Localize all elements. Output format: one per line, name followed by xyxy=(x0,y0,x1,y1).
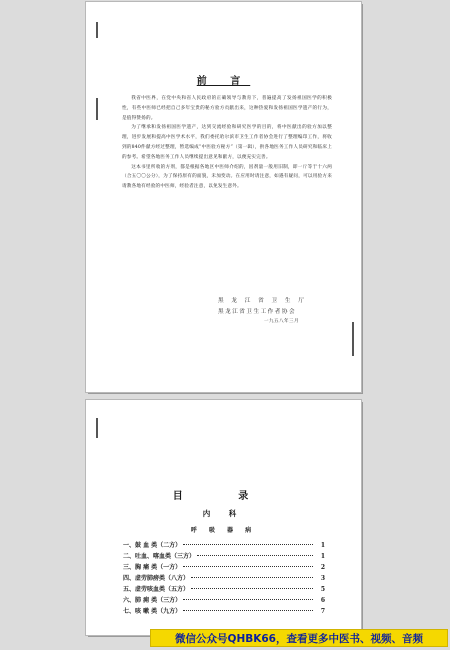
scan-mark xyxy=(96,22,98,38)
toc-entry-label: 三、胸 痛 类（一方） xyxy=(123,564,182,571)
toc-leader xyxy=(191,588,313,589)
scan-mark xyxy=(96,98,98,120)
document-page-2 xyxy=(86,400,361,635)
toc-leader xyxy=(197,555,313,556)
toc-category: 呼 吸 器 病 xyxy=(190,527,257,534)
toc-entry-page: 2 xyxy=(320,564,325,571)
toc-list xyxy=(123,540,325,617)
document-page-1 xyxy=(86,2,361,392)
preface-paragraph: 我省中医界，在党中央和省人民政府的正确领导与教育下，普遍提高了发扬祖国医学的积极性，有些中医师已经把自己多年宝贵的秘方验方贡献出来，这种热爱和发扬祖国医学遗产的行为，是值得赞扬的。 xyxy=(122,96,332,121)
toc-entry-label: 五、虚劳咳血类（五方） xyxy=(123,586,190,593)
toc-entry-page: 3 xyxy=(320,575,325,582)
toc-entry xyxy=(123,606,325,617)
toc-leader xyxy=(191,577,313,578)
toc-entry xyxy=(123,540,325,551)
toc-entry-page: 6 xyxy=(320,597,325,604)
toc-leader xyxy=(183,566,313,567)
promo-banner: 微信公众号QHBK66，查看更多中医书、视频、音频 xyxy=(150,629,448,647)
signature-org-2: 黑龙江省卫生工作者协会 xyxy=(218,309,297,315)
toc-leader xyxy=(183,610,313,611)
scan-mark xyxy=(352,322,354,356)
toc-entry xyxy=(123,584,325,595)
toc-entry xyxy=(123,573,325,584)
toc-entry-page: 5 xyxy=(320,586,325,593)
toc-entry-page: 7 xyxy=(320,608,325,615)
toc-entry-page: 1 xyxy=(320,542,325,549)
toc-entry xyxy=(123,551,325,562)
toc-section: 内 科 xyxy=(202,509,245,518)
toc-entry-page: 1 xyxy=(320,553,325,560)
toc-entry-label: 七、咳 嗽 类（九方） xyxy=(123,608,182,615)
preface-paragraph: 为了继承和发扬祖国医学遗产，达到交流经验和研究医学的目的，将中医献出的验方加以整理，进步发展和提高中医学术水平，我们委托哈尔滨市卫生工作者协会进行了整理编印工作，将收到的840件献方经过整理，暂选编成“中医验方秘方”（第一辑），供各地医务工作人员研究和临床上的参考。希望各地医务工作人员继续提出意见和献方，以便充实完善。 xyxy=(122,125,332,160)
signature-date: 一九五八年三月 xyxy=(264,319,299,324)
toc-leader xyxy=(183,544,313,545)
toc-leader xyxy=(183,599,313,600)
preface-paragraph: 这本书里所收的方剂，都是根据各地区中医师介绍的，因剂量一般用旧制，即一斤等于十六两（合五〇〇公分），为了保持原有的面貌，未加变动。在应用时请注意，如遇有疑问，可以用验方来请教各地有经验的中医师，经验者注意，以免发生意外。 xyxy=(122,164,332,190)
toc-entry xyxy=(123,595,325,606)
toc-entry-label: 六、肺 痈 类（三方） xyxy=(123,597,182,604)
preface-body xyxy=(122,94,332,192)
page-title: 前 言 xyxy=(196,76,251,87)
toc-entry-label: 四、虚劳肺痨类（八方） xyxy=(123,575,190,582)
toc-entry xyxy=(123,562,325,573)
scan-mark xyxy=(96,418,98,438)
toc-entry-label: 二、吐血、喀血类（三方） xyxy=(123,553,196,560)
toc-title: 目 录 xyxy=(172,491,275,502)
signature-org-1: 黑 龙 江 省 卫 生 厅 xyxy=(218,298,307,304)
toc-entry-label: 一、鼓 血 类（二方） xyxy=(123,542,182,549)
